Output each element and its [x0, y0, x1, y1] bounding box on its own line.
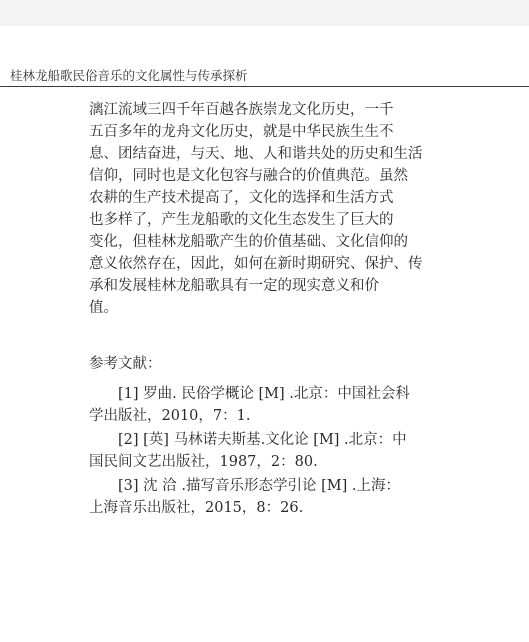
paragraph-line: 变化，但桂林龙船歌产生的价值基础、文化信仰的: [89, 234, 408, 250]
reference-entry-continued: 学出版社，2010，7：1.: [89, 408, 251, 424]
paragraph-line: 五百多年的龙舟文化历史，就是中华民族生生不: [89, 124, 394, 140]
paragraph-line: 意义依然存在，因此，如何在新时期研究、保护、传: [89, 256, 423, 272]
header-rule: [0, 86, 529, 87]
paragraph-line: 信仰，同时也是文化包容与融合的价值典范。虽然: [89, 168, 408, 184]
paragraph-line: 漓江流域三四千年百越各族崇龙文化历史，一千: [89, 102, 394, 118]
running-header: 桂林龙船歌民俗音乐的文化属性与传承探析: [10, 68, 248, 83]
paragraph-line: 息、团结奋进，与天、地、人和谐共处的历史和生活: [89, 146, 423, 162]
references-heading: 参考文献：: [89, 356, 162, 372]
reference-entry-continued: 国民间文艺出版社，1987，2：80.: [89, 454, 318, 470]
paragraph-line: 承和发展桂林龙船歌具有一定的现实意义和价: [89, 278, 379, 294]
paragraph-line: 农耕的生产技术提高了，文化的选择和生活方式: [89, 190, 394, 206]
paragraph-line: 值。: [89, 300, 118, 316]
paragraph-line: 也多样了，产生龙船歌的文化生态发生了巨大的: [89, 212, 394, 228]
reference-entry: [2] [英] 马林诺夫斯基.文化论 [M] .北京：中: [118, 432, 407, 448]
reference-entry-continued: 上海音乐出版社，2015，8：26.: [89, 500, 304, 516]
reference-entry: [1] 罗曲. 民俗学概论 [M] .北京：中国社会科: [118, 386, 410, 402]
top-margin-band: [0, 0, 529, 26]
reference-entry: [3] 沈 洽 .描写音乐形态学引论 [M] .上海：: [118, 478, 400, 494]
